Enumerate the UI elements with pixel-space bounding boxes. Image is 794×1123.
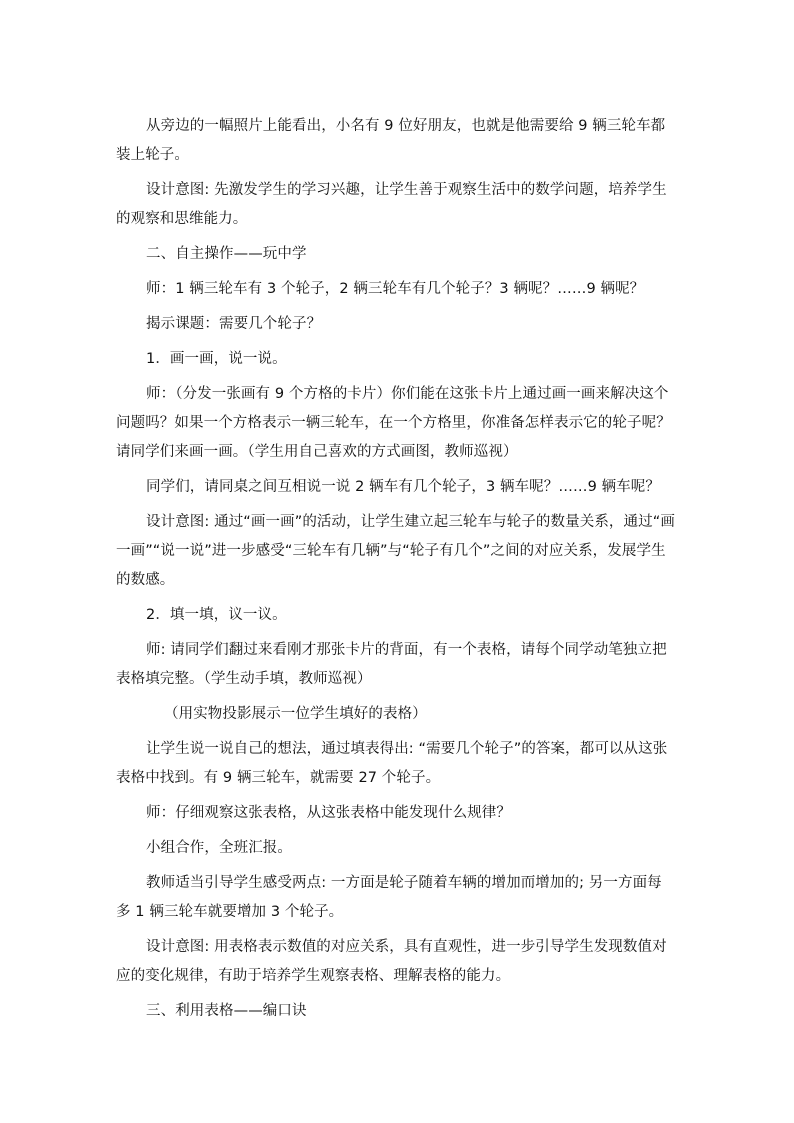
- paragraph-teacher-guide: 教师适当引导学生感受两点: 一方面是轮子随着车辆的增加而增加的; 另一方面每多 1 辆三轮车就要增加 3 个轮子。: [116, 875, 662, 920]
- document-body: [116, 112, 676, 1032]
- subheading-fill: 2．填一填，议一议。: [146, 607, 287, 623]
- paragraph-design-intent-2: 设计意图: 通过“画一画”的活动，让学生建立起三轮车与轮子的数量关系，通过“画一画”“说一说”进一步感受“三轮车有几辆”与“轮子有几个”之间的对应关系，发展学生的数感。: [116, 514, 675, 588]
- section-heading-3: 三、利用表格——编口诀: [146, 1003, 307, 1019]
- paragraph-student-ideas: 让学生说一说自己的想法，通过填表得出: “需要几个轮子”的答案，都可以从这张表格中找到。有 9 辆三轮车，就需要 27 个轮子。: [116, 741, 668, 786]
- paragraph-fill-instructions: 师: 请同学们翻过来看刚才那张卡片的背面，有一个表格，请每个同学动笔独立把表格填完整。（学生动手填，教师巡视）: [116, 642, 667, 687]
- section-heading-2: 二、自主操作——玩中学: [146, 246, 307, 262]
- subheading-draw: 1．画一画，说一说。: [146, 351, 287, 367]
- paragraph-reveal-topic: 揭示课题：需要几个轮子？: [146, 316, 322, 332]
- paragraph-intro: 从旁边的一幅照片上能看出，小名有 9 位好朋友，也就是他需要给 9 辆三轮车都装上轮子。: [116, 118, 666, 163]
- paragraph-design-intent-1: 设计意图: 先激发学生的学习兴趣，让学生善于观察生活中的数学问题，培养学生的观察和思维能力。: [116, 182, 667, 227]
- paragraph-observe-table: 师：仔细观察这张表格，从这张表格中能发现什么规律？: [146, 805, 511, 821]
- paragraph-design-intent-3: 设计意图: 用表格表示数值的对应关系，具有直观性，进一步引导学生发现数值对应的变化规律，有助于培养学生观察表格、理解表格的能力。: [116, 939, 667, 984]
- paragraph-projection: （用实物投影展示一位学生填好的表格）: [164, 706, 427, 722]
- paragraph-draw-instructions: 师：（分发一张画有 9 个方格的卡片）你们能在这张卡片上通过画一画来解决这个问题吗？如果一个方格表示一辆三轮车，在一个方格里，你准备怎样表示它的轮子呢？请同学们来画一画。（学生用自己喜欢的方式画图，教师巡视）: [116, 386, 671, 460]
- paragraph-teacher-question: 师：1 辆三轮车有 3 个轮子，2 辆三轮车有几个轮子？3 辆呢？……9 辆呢？: [146, 281, 645, 297]
- paragraph-group-report: 小组合作，全班汇报。: [146, 840, 292, 856]
- paragraph-deskmate-talk: 同学们，请同桌之间互相说一说 2 辆车有几个轮子，3 辆车呢？……9 辆车呢？: [146, 479, 661, 495]
